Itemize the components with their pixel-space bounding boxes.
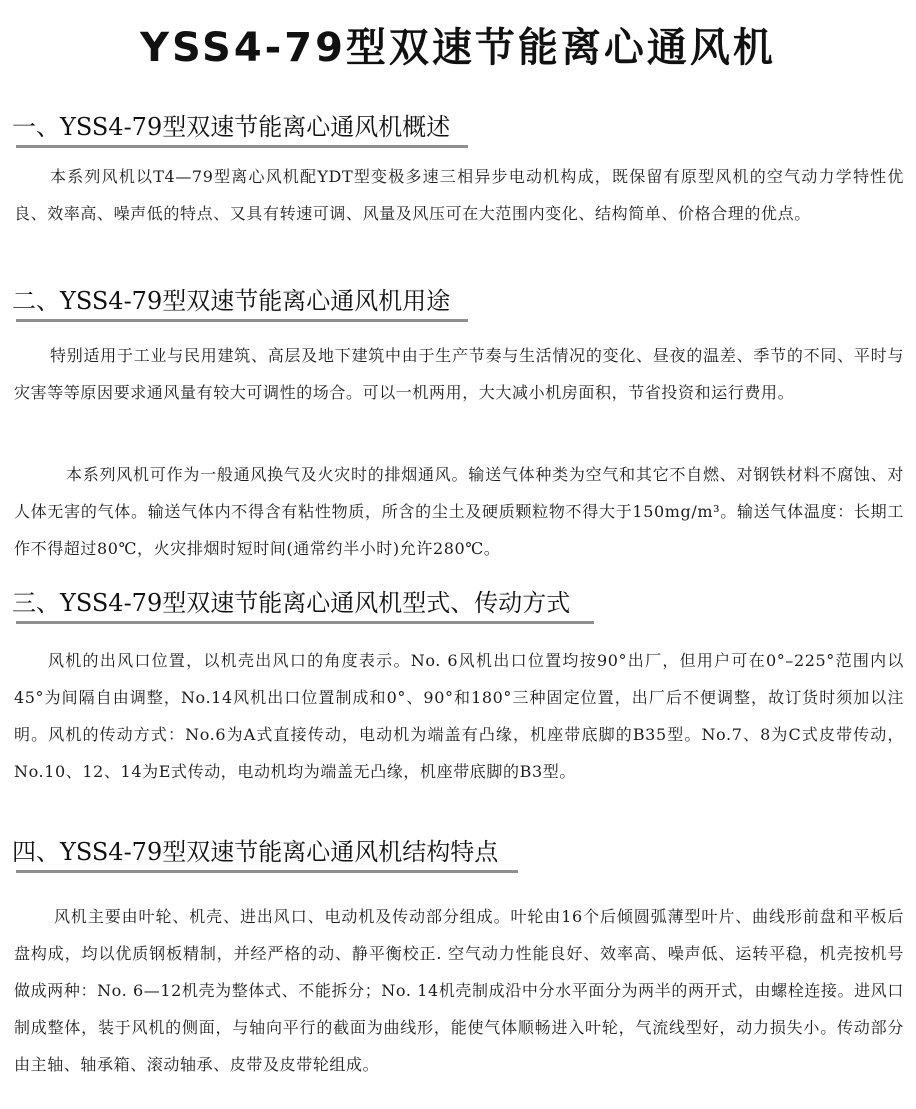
section-underline bbox=[16, 319, 468, 322]
document-title: YSS4-79型双速节能离心通风机 bbox=[140, 25, 776, 71]
structure-paragraph: 风机主要由叶轮、机壳、进出风口、电动机及传动部分组成。叶轮由16个后倾圆弧薄型叶片、曲线形前盘和平板后盘构成，均以优质钢板精制，并经严格的动、静平衡校正. 空气动力性能良好、效率高、噪声低、运转平稳，机壳按机号做成两种：No. 6—12机壳为整体式、不能拆分；No. 14机壳制成沿中分水平面分为两半的两开式，由螺栓连接。进风口制成整体，装于风机的侧面，与轴向平行的截面为曲线形，能使气体顺畅进入叶轮，气流线型好，动力损失小。传动部分由主轴、轴承箱、滚动轴承、皮带及皮带轮组成。 bbox=[14, 907, 904, 1074]
type-drive-paragraph: 风机的出风口位置，以机壳出风口的角度表示。No. 6风机出口位置均按90°出厂，但用户可在0°–225°范围内以45°为间隔自由调整，No.14风机出口位置制成和0°、90°和180°三种固定位置，出厂后不便调整，故订货时须加以注明。风机的传动方式：No.6为A式直接传动，电动机为端盖有凸缘，机座带底脚的B35型。No.7、8为C式皮带传动，No.10、12、14为E式传动，电动机均为端盖无凸缘，机座带底脚的B3型。 bbox=[14, 651, 904, 781]
section-underline bbox=[16, 145, 468, 148]
usage-paragraph-2: 本系列风机可作为一般通风换气及火灾时的排烟通风。输送气体种类为空气和其它不自燃、对钢铁材料不腐蚀、对人体无害的气体。输送气体内不得含有粘性物质，所含的尘土及硬质颗粒物不得大于150mg/m³。输送气体温度：长期工作不得超过80℃，火灾排烟时短时间(通常约半小时)允许280℃。 bbox=[14, 465, 904, 558]
overview-paragraph: 本系列风机以T4—79型离心风机配YDT型变极多速三相异步电动机构成，既保留有原型风机的空气动力学特性优良、效率高、噪声低的特点、又具有转速可调、风量及风压可在大范围内变化、结构简单、价格合理的优点。 bbox=[14, 167, 904, 223]
section-underline bbox=[16, 870, 518, 873]
section-heading-usage: 二、YSS4-79型双速节能离心通风机用途 bbox=[12, 287, 451, 315]
usage-paragraph-1: 特别适用于工业与民用建筑、高层及地下建筑中由于生产节奏与生活情况的变化、昼夜的温差、季节的不同、平时与灾害等等原因要求通风量有较大可调性的场合。可以一机两用，大大减小机房面积，节省投资和运行费用。 bbox=[14, 346, 904, 402]
section-heading-structure: 四、YSS4-79型双速节能离心通风机结构特点 bbox=[12, 838, 499, 866]
section-underline bbox=[16, 621, 594, 624]
section-heading-type-drive: 三、YSS4-79型双速节能离心通风机型式、传动方式 bbox=[12, 589, 571, 617]
section-heading-overview: 一、YSS4-79型双速节能离心通风机概述 bbox=[12, 113, 451, 141]
